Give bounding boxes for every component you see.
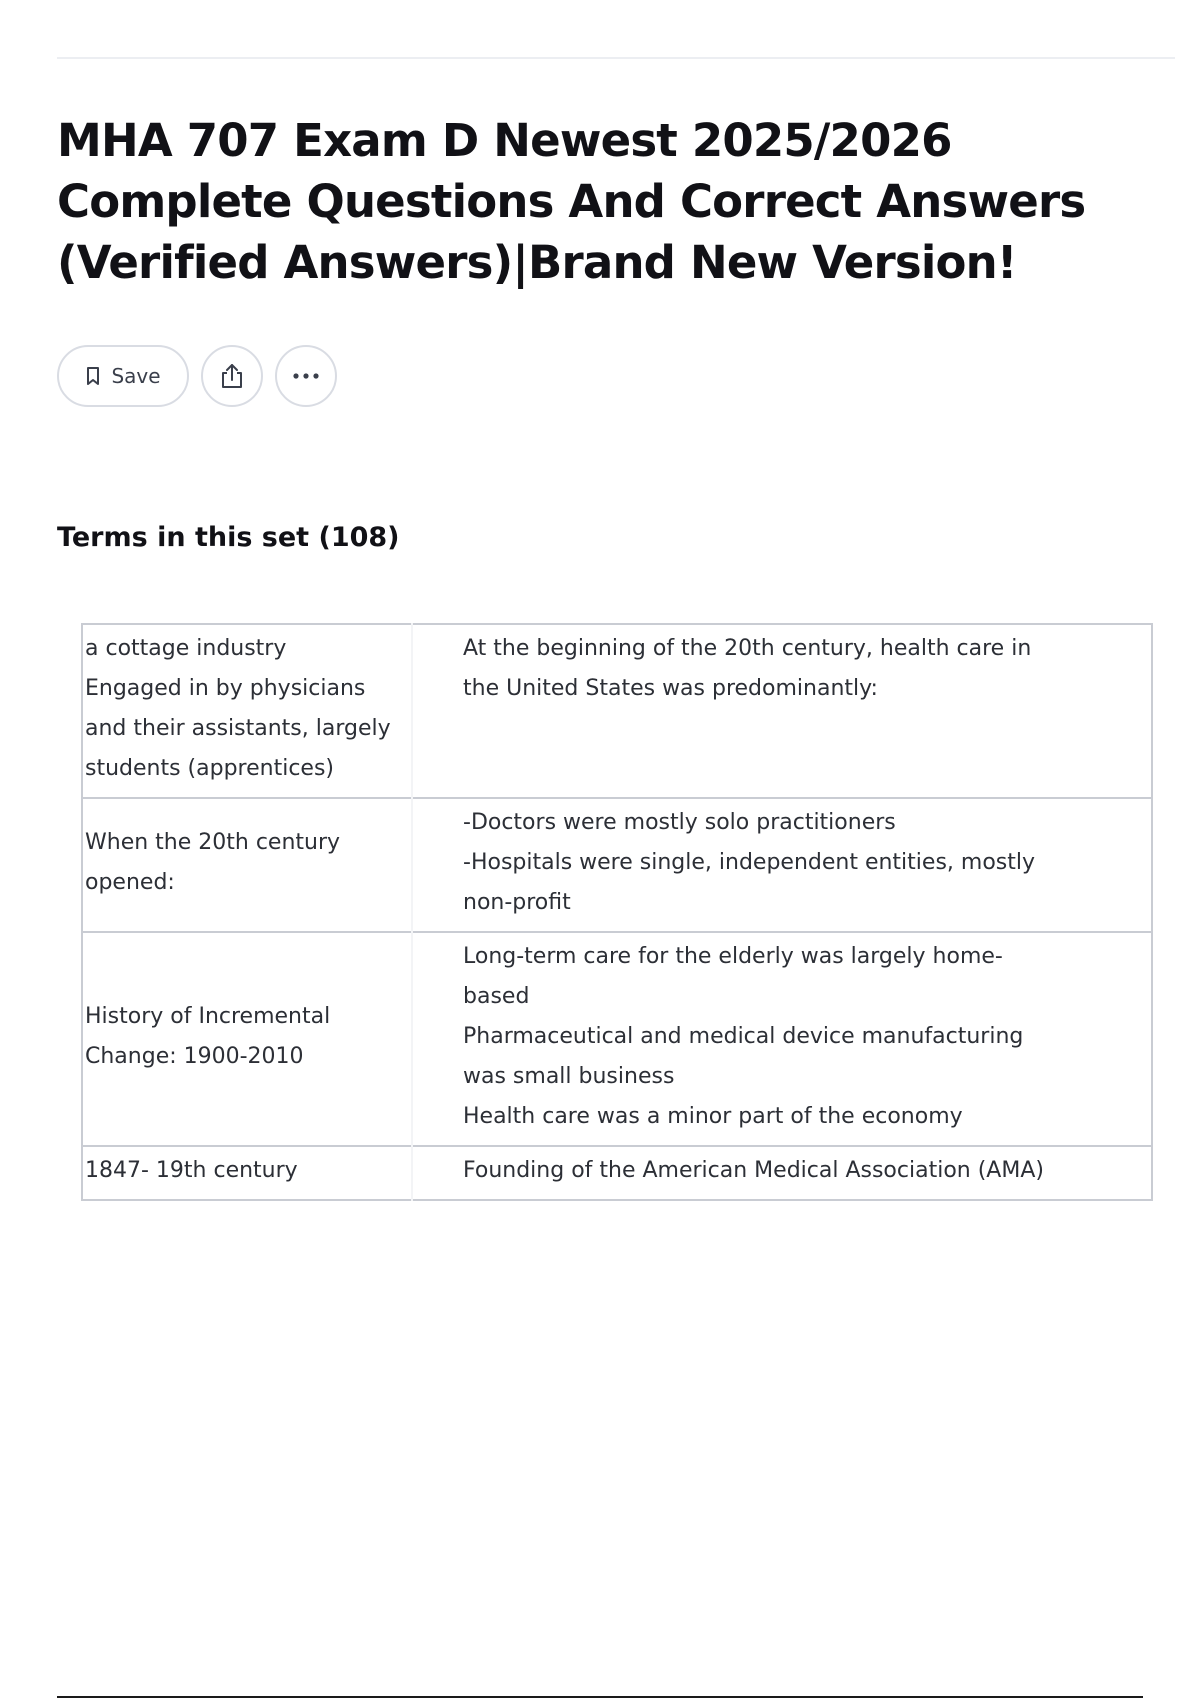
term-cell: 1847- 19th century [82,1146,412,1200]
definition-cell: Long-term care for the elderly was largely home- based Pharmaceutical and medical device manufacturing was small business Health care was a minor part of the economy [463,944,1024,1129]
save-button-label: Save [111,364,161,388]
definition-cell: At the beginning of the 20th century, health care in the United States was predominantly: [463,636,1032,701]
share-icon [219,362,245,390]
definition-cell: -Doctors were mostly solo practitioners -Hospitals were single, independent entities, mostly non-profit [463,810,1035,915]
term-row [82,1146,1152,1200]
term-cell: History of Incremental Change: 1900-2010 [82,932,412,1146]
term-cell: When the 20th century opened: [82,798,412,932]
share-button[interactable] [201,345,263,407]
terms-table [81,623,1153,1201]
page-title: MHA 707 Exam D Newest 2025/2026 Complete Questions And Correct Answers (Verified Answers)|Brand New Version! [57,114,1086,289]
more-horizontal-icon [292,372,320,380]
terms-heading: Terms in this set (108) [57,522,400,553]
term-row [82,798,1152,932]
more-options-button[interactable] [275,345,337,407]
bottom-divider [57,1696,1143,1698]
bookmark-icon [85,366,101,386]
save-button[interactable] [57,345,189,407]
term-cell: a cottage industry Engaged in by physicians and their assistants, largely students (apprentices) [82,624,412,798]
top-divider [57,57,1175,59]
action-bar [57,345,337,407]
term-row [82,624,1152,798]
term-row [82,932,1152,1146]
definition-cell: Founding of the American Medical Association (AMA) [463,1158,1044,1183]
